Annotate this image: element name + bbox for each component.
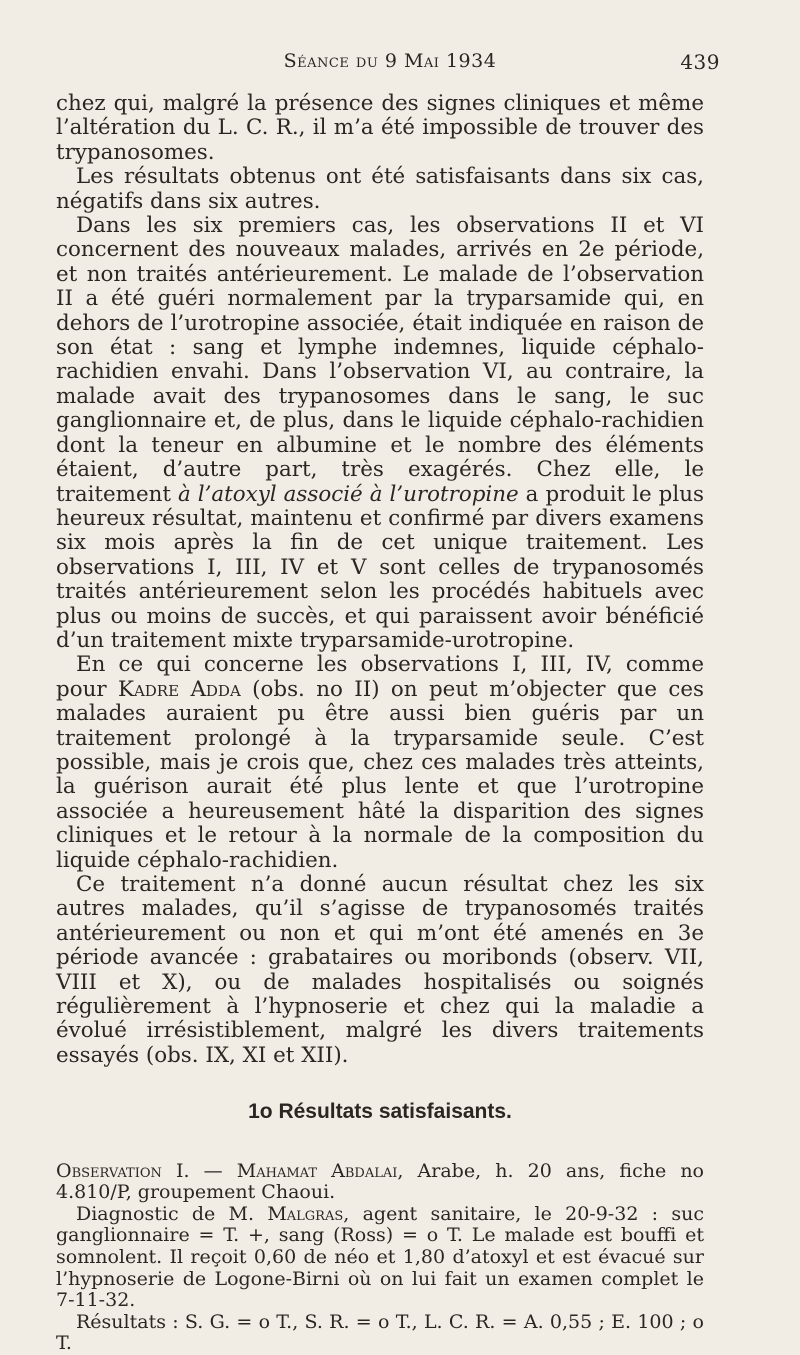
diagnostic-name: Malgras [267,1202,344,1225]
section-heading: 1o Résultats satisfaisants. [248,1100,512,1124]
paragraph-5: Ce traitement n’a donné aucun résultat chez les six autres malades, qu’il s’agisse de trypanosomés traités antérieurement ou non et qui m’ont été amenés en 3e période avancée : grabataires ou moribonds (observ. VII, VIII et X), ou de malades hospitalisés ou soignés régulièrement à l’hypnoserie et chez qui la maladie a évolué irrésistiblement, malgré les divers traitements essayés (obs. IX, XI et XII). [56,872,704,1068]
observation-header [56,1161,704,1204]
paragraph-4-text-a: En ce qui concerne les observations I, III, IV, comme pour [56,652,704,702]
running-title: Séance du 9 Mai 1934 [283,50,497,72]
observation-block [56,1161,704,1355]
paragraph-3 [56,214,704,653]
patient-name-kadre-adda: Kadre Adda [117,676,241,702]
observation-diagnostic [56,1204,704,1312]
paragraph-1: chez qui, malgré la présence des signes cliniques et même l’altération du L. C. R., il m’a été impossible de trouver des trypanosomes. [56,91,704,165]
page-number: 439 [680,50,720,74]
body-text [56,92,704,1355]
paragraph-3-text-a: Dans les six premiers cas, les observations II et VI concernent des nouveaux malades, arrivés en 2e période, et non traités antérieurement. Le malade de l’observation II a été guéri normalement par la tryparsamide qui, en dehors de l’urotropine associée, était indiquée en raison de son état : sang et lymphe indemnes, liquide céphalo-rachidien envahi. Dans l’observation VI, au contraire, la malade avait des trypanosomes dans le sang, le suc ganglionnaire et, de plus, dans le liquide céphalo-rachidien dont la teneur en albumine et le nombre des éléments étaient, d’autre part, très exagérés. Chez elle, le traitement [56,213,704,507]
paragraph-3-italic: à l’atoxyl associé à l’urotropine [178,481,519,507]
diagnostic-text-a: Diagnostic de M. [76,1202,268,1225]
diagnostic-text-b: , agent sanitaire, le 20-9-32 : suc ganglionnaire = T. +, sang (Ross) = o T. Le malade est bouffi et somnolent. Il reçoit 0,60 de néo et 1,80 d’atoxyl et est évacué sur l’hypnoserie de Logone-Birni où on lui fait un examen complet le 7-11-32. [56,1202,704,1312]
observation-results: Résultats : S. G. = o T., S. R. = o T., L. C. R. = A. 0,55 ; E. 100 ; o T. [56,1310,704,1355]
observation-details: , Arabe, h. 20 ans, fiche no 4.810/P, groupement Chaoui. [56,1159,704,1204]
observation-dash: — [189,1159,237,1182]
paragraph-3-text-b: a produit le plus heureux résultat, maintenu et confirmé par divers examens six mois après la fin de cet unique traitement. Les observations I, III, IV et V sont celles de trypanosomés traités antérieurement selon les procédés habituels avec plus ou moins de succès, et qui paraissent avoir bénéficié d’un traitement mixte tryparsamide-urotropine. [56,481,704,653]
observation-label: Observation I. [56,1159,190,1182]
observation-patient: Mahamat Abdalai [236,1159,398,1182]
paragraph-4-text-b: (obs. no II) on peut m’objecter que ces malades auraient pu être aussi bien guéris par un traitement prolongé à la tryparsamide seule. C’est possible, mais je crois que, chez ces malades très atteints, la guérison aurait été plus lente et que l’urotropine associée a heureusement hâté la disparition des signes cliniques et le retour à la normale de la composition du liquide céphalo-rachidien. [56,676,704,873]
page-header [60,50,720,80]
paragraph-2: Les résultats obtenus ont été satisfaisants dans six cas, négatifs dans six autres. [56,164,704,214]
paragraph-4 [56,653,704,873]
